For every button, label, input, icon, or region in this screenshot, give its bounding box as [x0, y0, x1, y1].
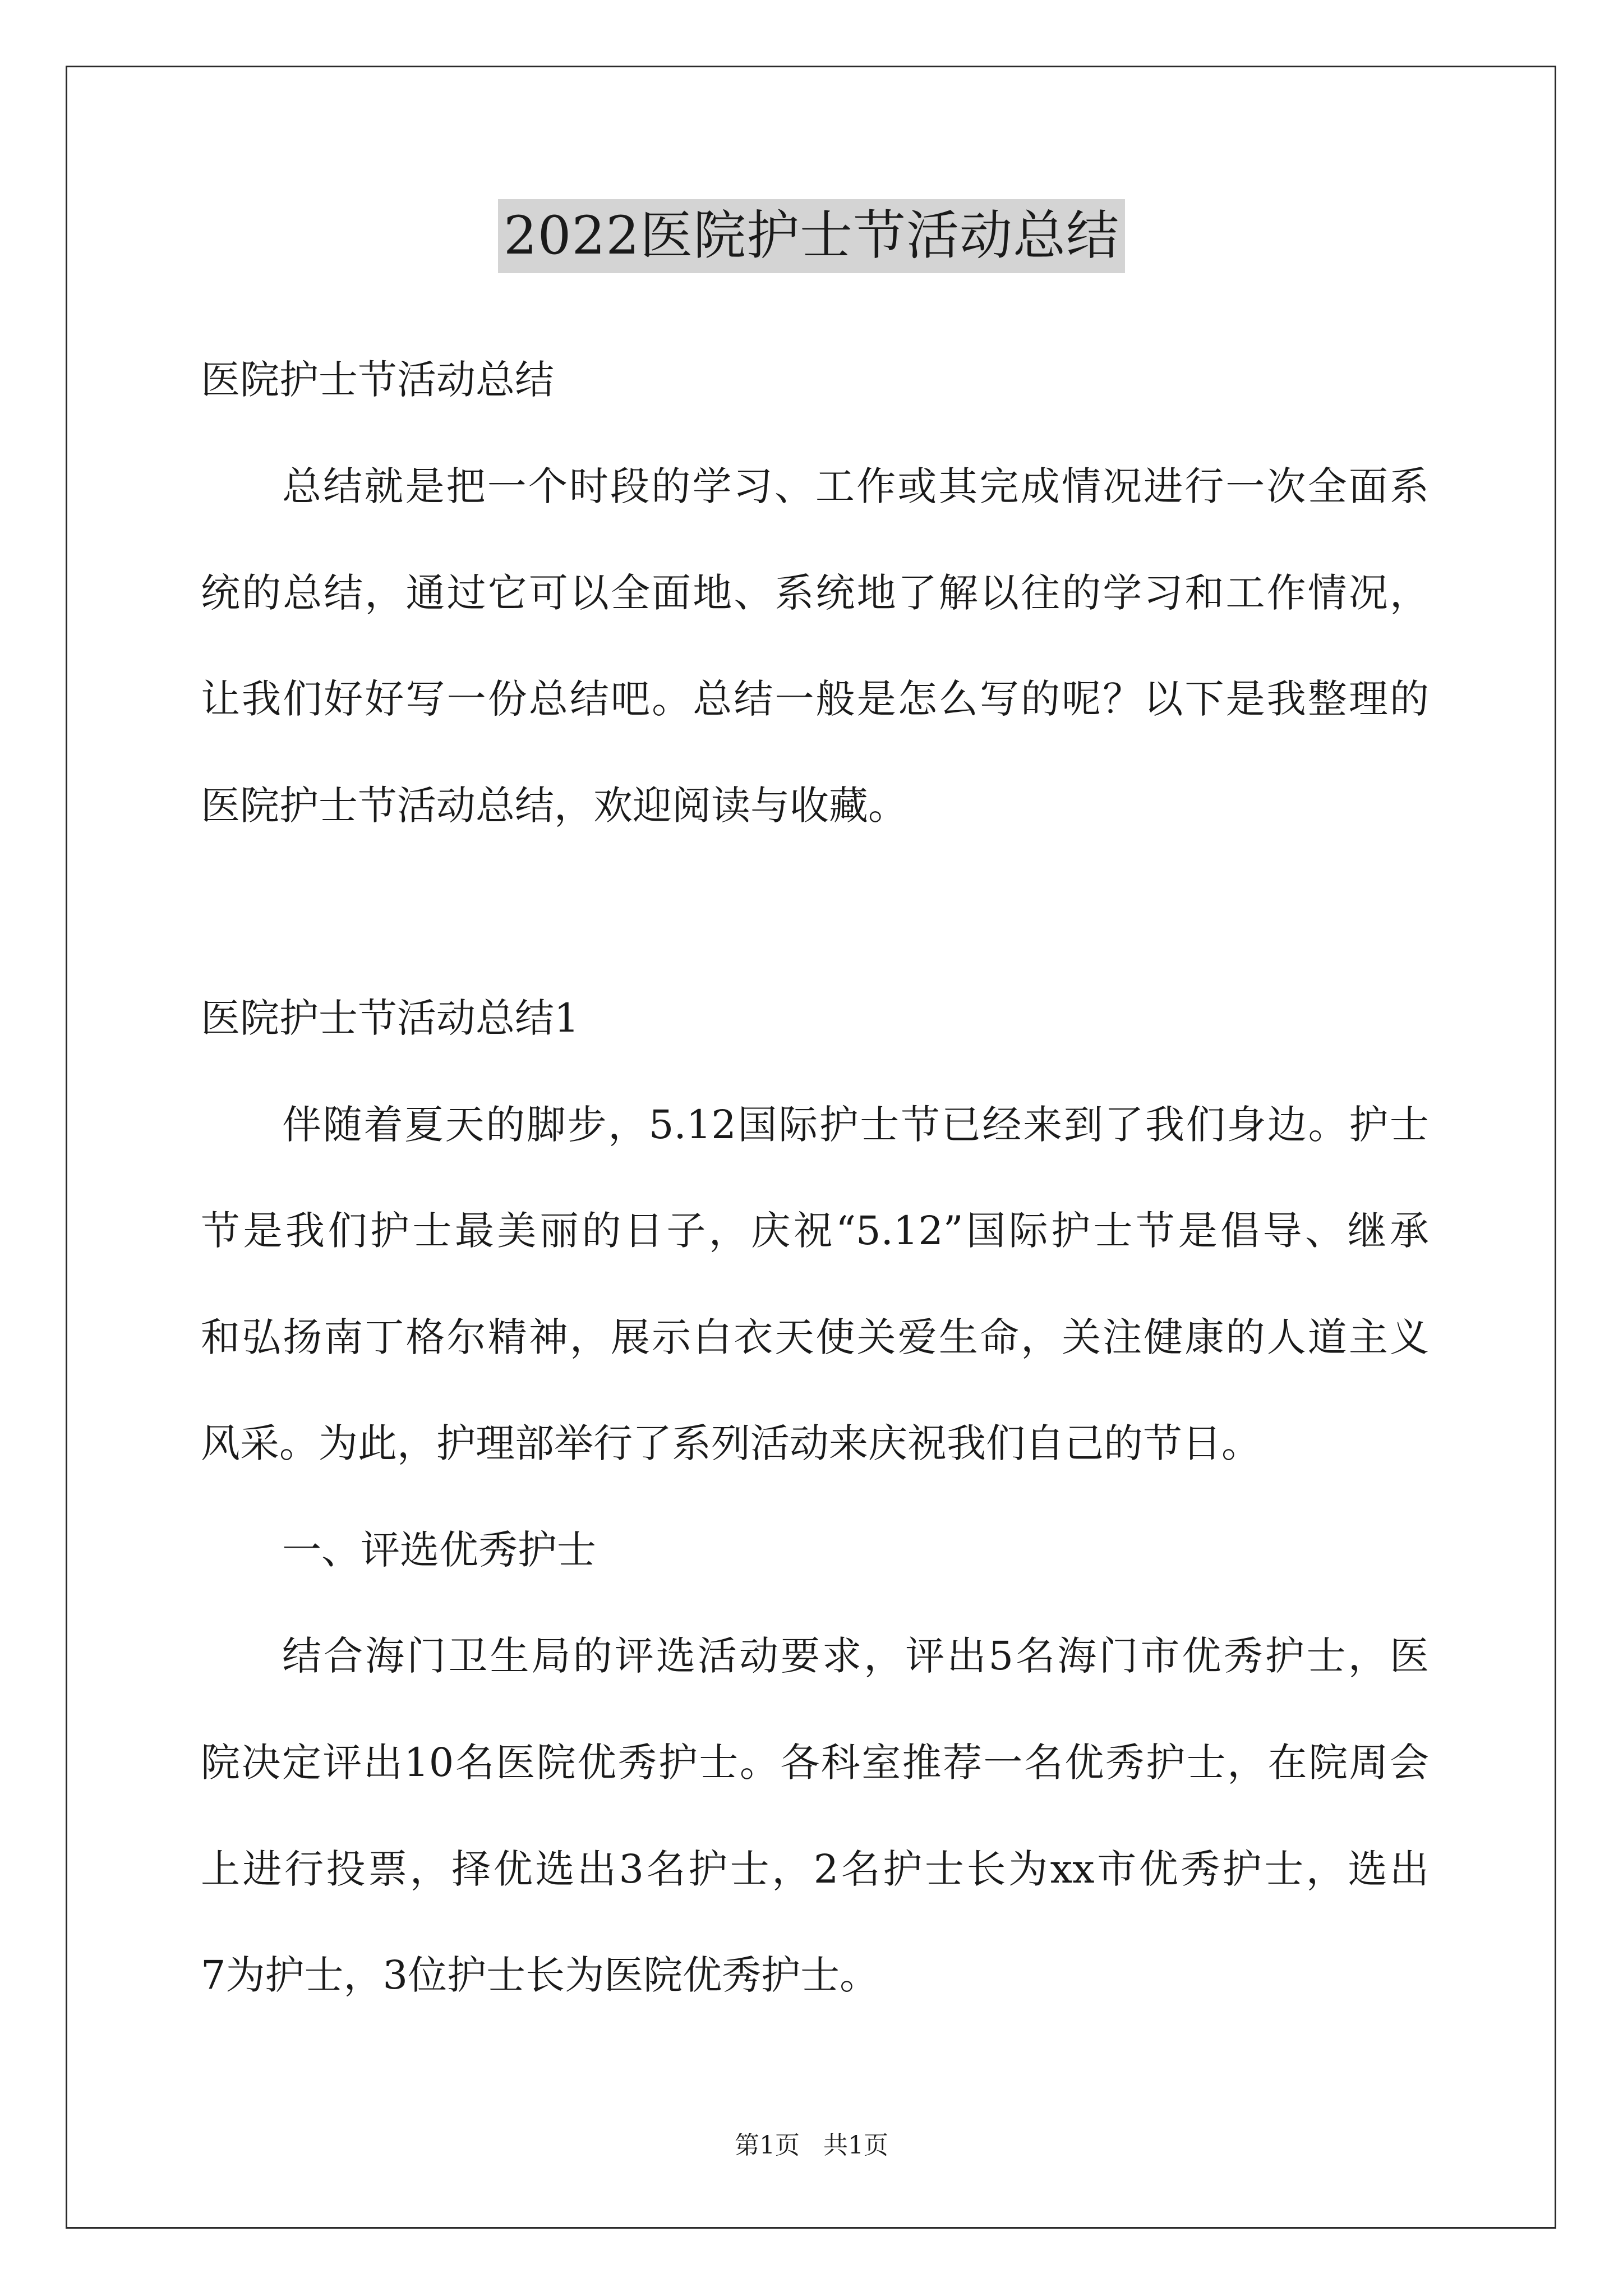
intro-line-2: 统的总结，通过它可以全面地、系统地了解以往的学习和工作情况， — [201, 570, 1429, 616]
para2-line-1: 结合海门卫生局的评选活动要求，评出5名海门市优秀护士，医 — [282, 1633, 1429, 1679]
para2-line-3: 上进行投票，择优选出3名护士，2名护士长为xx市优秀护士，选出 — [201, 1846, 1429, 1892]
para1-line-3: 和弘扬南丁格尔精神，展示白衣天使关爱生命，关注健康的人道主义 — [201, 1314, 1429, 1360]
page-total: 共1页 — [823, 2131, 888, 2160]
page-number: 第1页 — [735, 2131, 800, 2160]
subtitle: 医院护士节活动总结 — [201, 357, 554, 403]
document-title: 2022医院护士节活动总结 — [498, 199, 1125, 273]
intro-line-3: 让我们好好写一份总结吧。总结一般是怎么写的呢？以下是我整理的 — [201, 676, 1429, 722]
para1-line-2: 节是我们护士最美丽的日子，庆祝“5.12”国际护士节是倡导、继承 — [201, 1208, 1429, 1254]
subheading-1: 一、评选优秀护士 — [282, 1527, 596, 1573]
page-footer — [0, 2129, 1623, 2162]
para1-line-1: 伴随着夏天的脚步，5.12国际护士节已经来到了我们身边。护士 — [282, 1102, 1429, 1148]
section-heading: 医院护士节活动总结1 — [201, 995, 579, 1041]
intro-line-4: 医院护士节活动总结，欢迎阅读与收藏。 — [201, 783, 907, 829]
para1-line-4: 风采。为此，护理部举行了系列活动来庆祝我们自己的节日。 — [201, 1420, 1261, 1466]
title-container — [0, 199, 1623, 273]
intro-line-1: 总结就是把一个时段的学习、工作或其完成情况进行一次全面系 — [282, 463, 1429, 509]
para2-line-2: 院决定评出10名医院优秀护士。各科室推荐一名优秀护士，在院周会 — [201, 1740, 1429, 1786]
para2-line-4: 7为护士，3位护士长为医院优秀护士。 — [201, 1952, 879, 1998]
